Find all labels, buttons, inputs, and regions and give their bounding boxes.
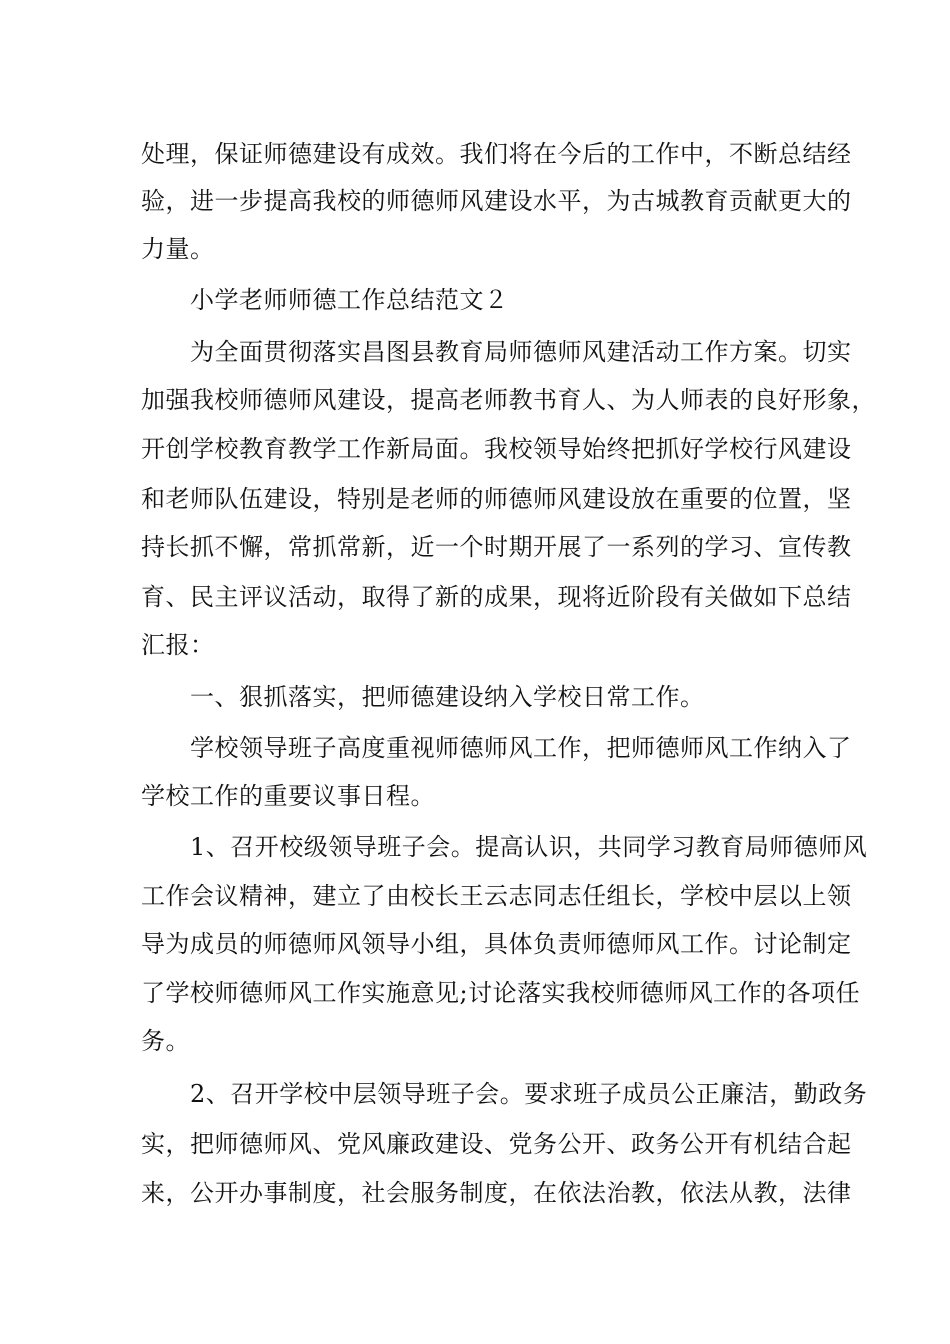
text-line: 加强我校师德师风建设，提高老师教书育人、为人师表的良好形象， (141, 386, 876, 414)
text-line: 验，进一步提高我校的师德师风建设水平，为古城教育贡献更大的 (141, 187, 852, 215)
text-line: 导为成员的师德师风领导小组，具体负责师德师风工作。讨论制定 (141, 930, 852, 958)
text-line: 持长抓不懈，常抓常新，近一个时期开展了一系列的学习、宣传教 (141, 533, 852, 561)
text-line: 了学校师德师风工作实施意见;讨论落实我校师德师风工作的各项任 (141, 979, 861, 1007)
text-line: 工作会议精神，建立了由校长王云志同志任组长，学校中层以上领 (141, 882, 852, 910)
text-line: 实，把师德师风、党风廉政建设、党务公开、政务公开有机结合起 (141, 1130, 852, 1158)
text-line: 2、召开学校中层领导班子会。要求班子成员公正廉洁，勤政务 (190, 1080, 868, 1108)
text-line: 处理，保证师德建设有成效。我们将在今后的工作中，不断总结经 (141, 140, 852, 168)
text-line: 学校工作的重要议事日程。 (141, 782, 435, 810)
text-line: 和老师队伍建设，特别是老师的师德师风建设放在重要的位置，坚 (141, 485, 852, 513)
text-line: 来，公开办事制度，社会服务制度，在依法治教，依法从教，法律 (141, 1179, 852, 1207)
text-line: 汇报： (141, 631, 215, 659)
text-line: 为全面贯彻落实昌图县教育局师德师风建活动工作方案。切实 (190, 338, 852, 366)
text-line: 育、民主评议活动，取得了新的成果，现将近阶段有关做如下总结 (141, 583, 852, 611)
section-heading: 一、狠抓落实，把师德建设纳入学校日常工作。 (190, 683, 705, 711)
text-line: 力量。 (141, 235, 215, 263)
text-line: 务。 (141, 1027, 190, 1055)
section-heading: 小学老师师德工作总结范文２ (190, 286, 509, 314)
text-line: 1、召开校级领导班子会。提高认识，共同学习教育局师德师风 (190, 833, 868, 861)
text-line: 学校领导班子高度重视师德师风工作，把师德师风工作纳入了 (190, 734, 852, 762)
text-line: 开创学校教育教学工作新局面。我校领导始终把抓好学校行风建设 (141, 435, 852, 463)
